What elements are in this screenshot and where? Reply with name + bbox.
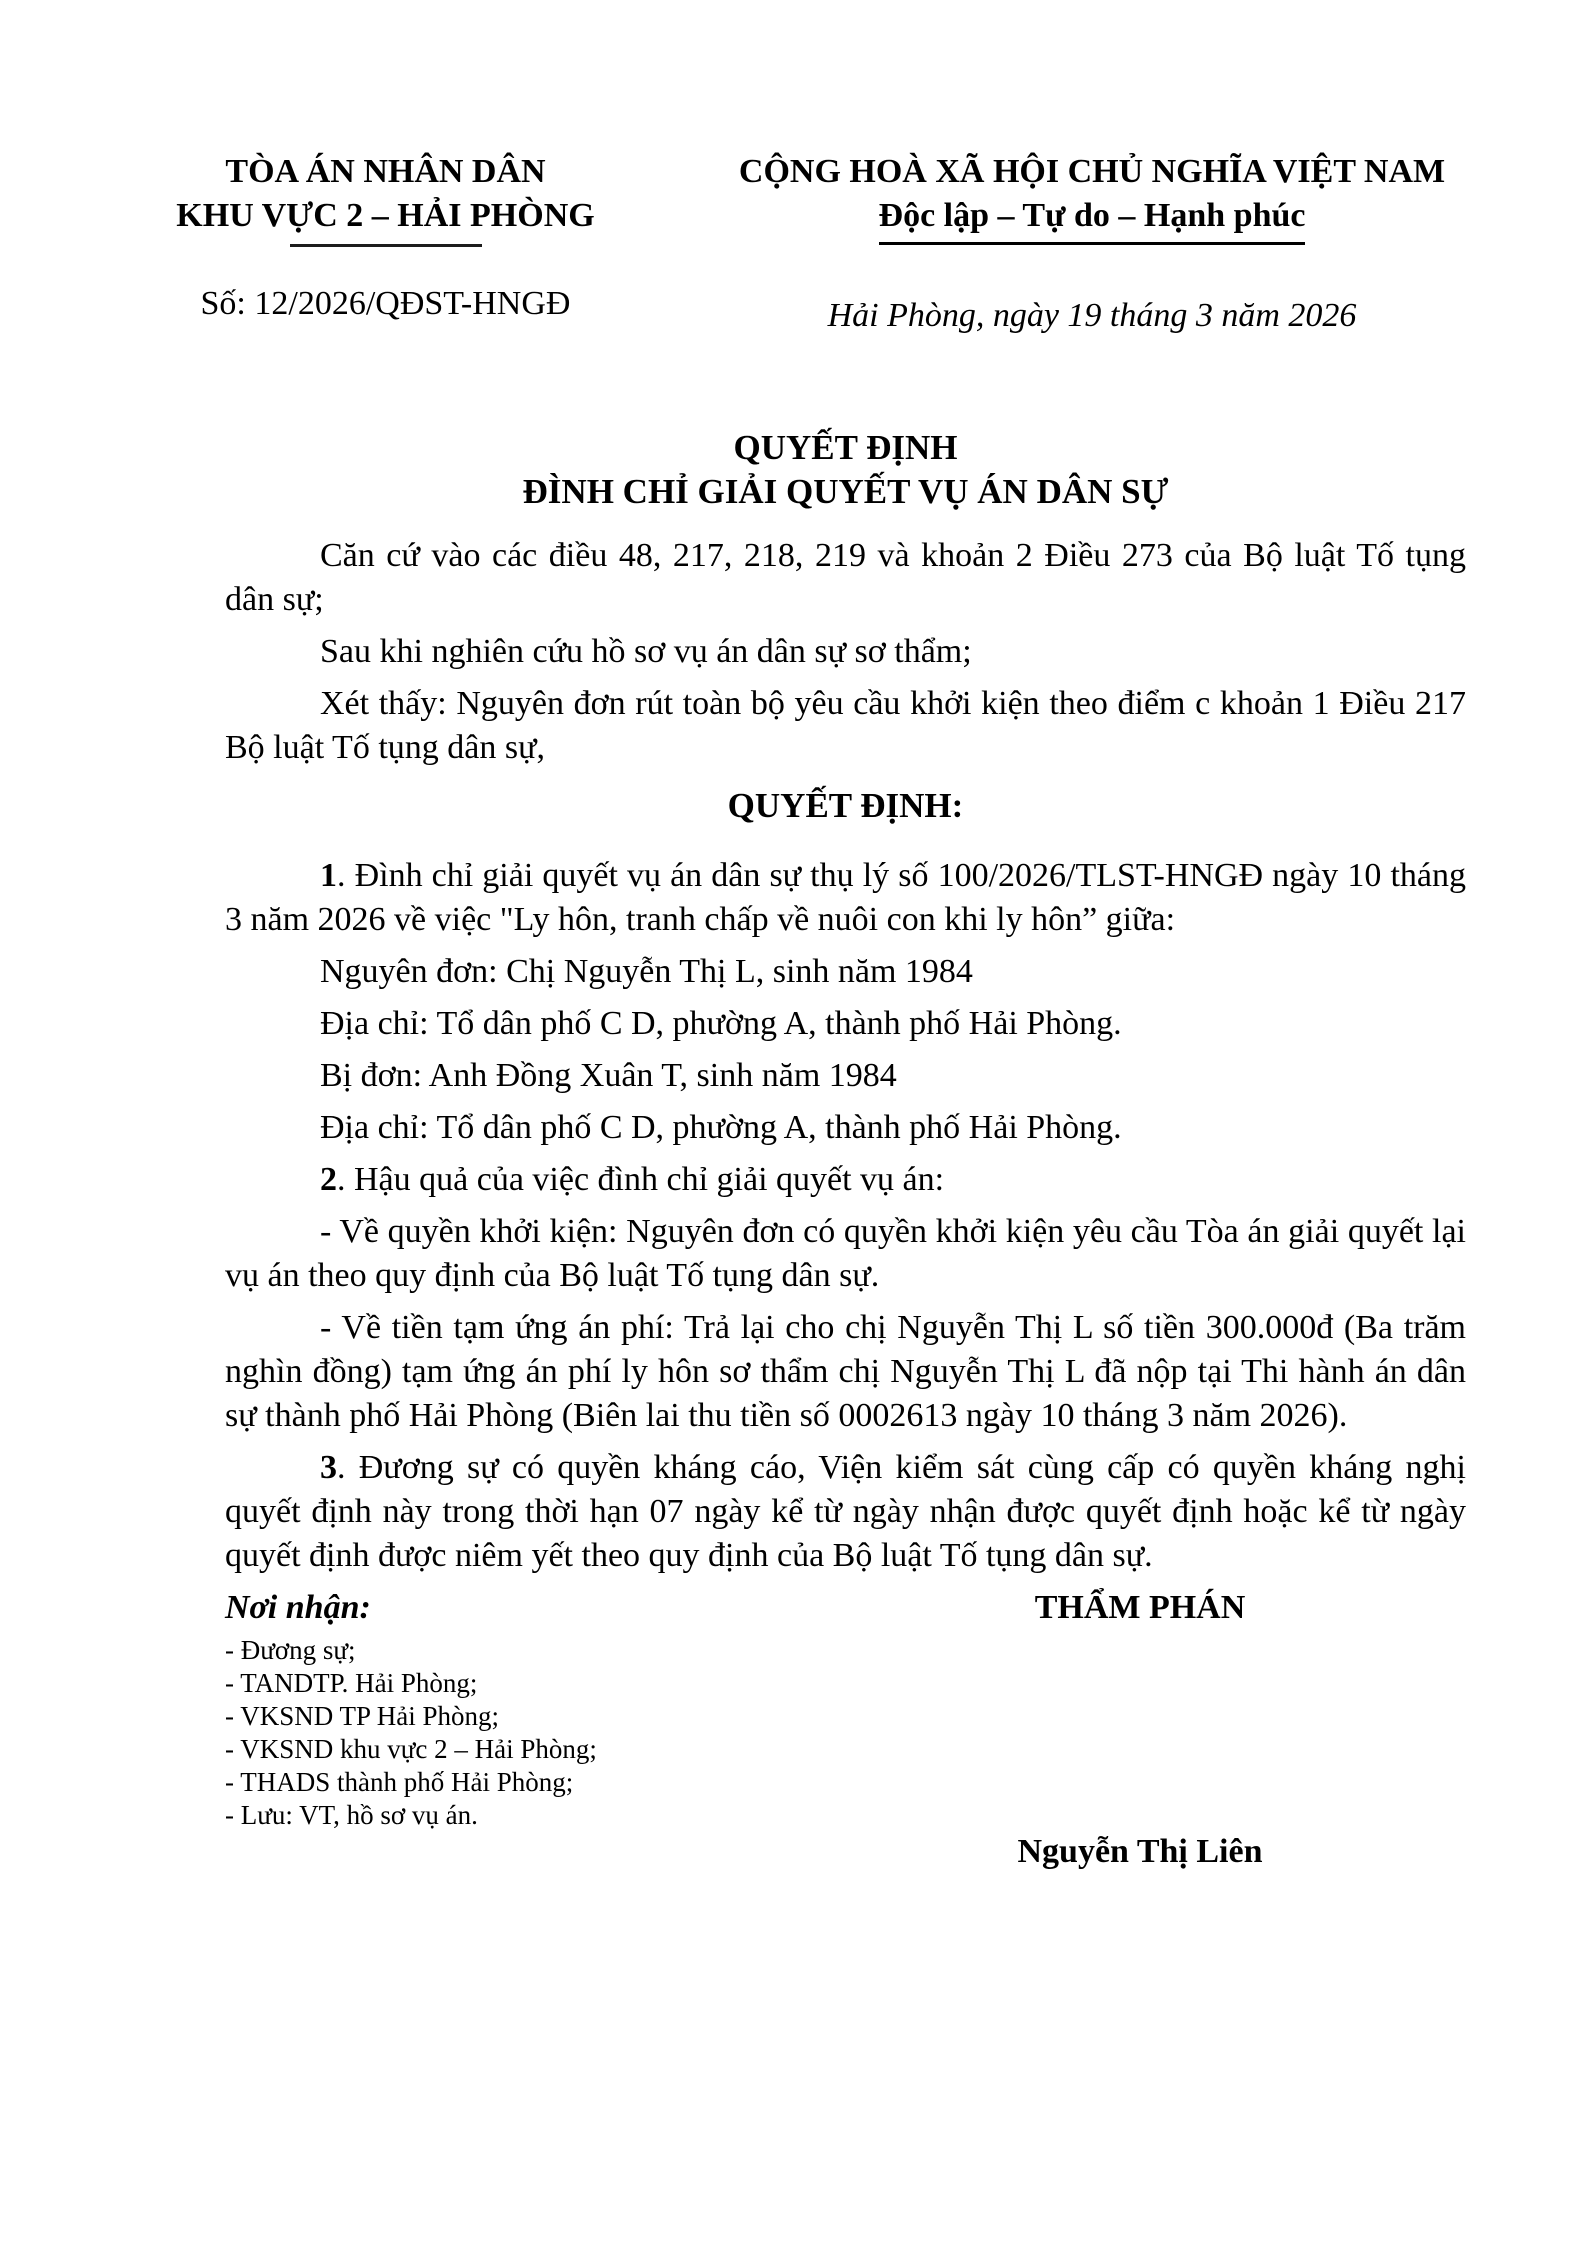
document-footer — [225, 1586, 1466, 1926]
recipient-item-2: - TANDTP. Hải Phòng; — [225, 1668, 478, 1698]
document-title — [225, 426, 1466, 514]
place-and-date: Hải Phòng, ngày 19 tháng 3 năm 2026 — [827, 297, 1357, 334]
document-header — [0, 150, 1586, 282]
national-motto — [722, 194, 1462, 245]
national-motto-text: Độc lập – Tự do – Hạnh phúc — [879, 194, 1306, 245]
document-body — [225, 534, 1466, 1578]
decision-item-3-number: 3 — [320, 1449, 337, 1486]
recipient-item-5: - THADS thành phố Hải Phòng; — [225, 1767, 574, 1797]
decision-item-2 — [225, 1158, 1466, 1202]
recipient-item-4: - VKSND khu vực 2 – Hải Phòng; — [225, 1734, 597, 1764]
national-title: CỘNG HOÀ XÃ HỘI CHỦ NGHĨA VIỆT NAM — [738, 153, 1446, 190]
document-title-line1: QUYẾT ĐỊNH — [733, 428, 958, 467]
preamble-paragraph-3: Xét thấy: Nguyên đơn rút toàn bộ yêu cầu khởi kiện theo điểm c khoản 1 Điều 217 Bộ luật Tố tụng dân sự, — [225, 685, 1466, 766]
document-number: Số: 12/2026/QĐST-HNGĐ — [200, 285, 571, 322]
document-title-line2: ĐÌNH CHỈ GIẢI QUYẾT VỤ ÁN DÂN SỰ — [522, 472, 1169, 511]
decision-item-3-text: . Đương sự có quyền kháng cáo, Viện kiểm sát cùng cấp có quyền kháng nghị quyết định này trong thời hạn 07 ngày kể từ ngày nhận được quyết định hoặc kể từ ngày quyết định được niêm yết theo quy định của Bộ luật Tố tụng dân sự. — [225, 1449, 1466, 1574]
recipient-item-3: - VKSND TP Hải Phòng; — [225, 1701, 500, 1731]
recipients-label: Nơi nhận: — [225, 1589, 371, 1626]
court-name-line2: KHU VỰC 2 – HẢI PHÒNG — [176, 197, 595, 234]
decision-heading: QUYẾT ĐỊNH: — [727, 786, 964, 825]
party-defendant-address: Địa chỉ: Tổ dân phố C D, phường A, thành phố Hải Phòng. — [320, 1109, 1122, 1146]
party-plaintiff-address: Địa chỉ: Tổ dân phố C D, phường A, thành phố Hải Phòng. — [320, 1005, 1122, 1042]
court-name-underline — [290, 244, 482, 247]
document-subheader — [0, 282, 1586, 344]
recipient-item-1: - Đương sự; — [225, 1635, 356, 1665]
recipient-item-6: - Lưu: VT, hồ sơ vụ án. — [225, 1800, 478, 1830]
decision-item-1-text: . Đình chỉ giải quyết vụ án dân sự thụ lý số 100/2026/TLST-HNGĐ ngày 10 tháng 3 năm 2026 về việc "Ly hôn, tranh chấp về nuôi con khi ly hôn” giữa: — [225, 857, 1466, 938]
decision-item-2-text: . Hậu quả của việc đình chỉ giải quyết vụ án: — [337, 1161, 945, 1198]
party-defendant: Bị đơn: Anh Đồng Xuân T, sinh năm 1984 — [320, 1057, 897, 1094]
preamble-paragraph-2: Sau khi nghiên cứu hồ sơ vụ án dân sự sơ thẩm; — [320, 633, 972, 670]
decision-item-2-number: 2 — [320, 1161, 337, 1198]
signer-name: Nguyễn Thị Liên — [1017, 1833, 1263, 1870]
court-name-line1: TÒA ÁN NHÂN DÂN — [225, 153, 546, 190]
consequence-bullet-1: - Về quyền khởi kiện: Nguyên đơn có quyền khởi kiện yêu cầu Tòa án giải quyết lại vụ án theo quy định của Bộ luật Tố tụng dân sự. — [225, 1213, 1466, 1294]
party-plaintiff: Nguyên đơn: Chị Nguyễn Thị L, sinh năm 1984 — [320, 953, 973, 990]
decision-item-1 — [225, 854, 1466, 942]
consequence-bullet-2: - Về tiền tạm ứng án phí: Trả lại cho chị Nguyễn Thị L số tiền 300.000đ (Ba trăm nghìn đồng) tạm ứng án phí ly hôn sơ thẩm chị Nguyễn Thị L đã nộp tại Thi hành án dân sự thành phố Hải Phòng (Biên lai thu tiền số 0002613 ngày 10 tháng 3 năm 2026). — [225, 1309, 1466, 1434]
court-name-block — [158, 150, 613, 247]
decision-item-3 — [225, 1446, 1466, 1578]
signer-role-title: THẨM PHÁN — [1034, 1589, 1246, 1626]
signature-block — [850, 1586, 1430, 1874]
recipients-block — [225, 1586, 597, 1832]
national-header-block — [722, 150, 1462, 245]
preamble-paragraph-1: Căn cứ vào các điều 48, 217, 218, 219 và khoản 2 Điều 273 của Bộ luật Tố tụng dân sự; — [225, 537, 1466, 618]
decision-item-1-number: 1 — [320, 857, 337, 894]
